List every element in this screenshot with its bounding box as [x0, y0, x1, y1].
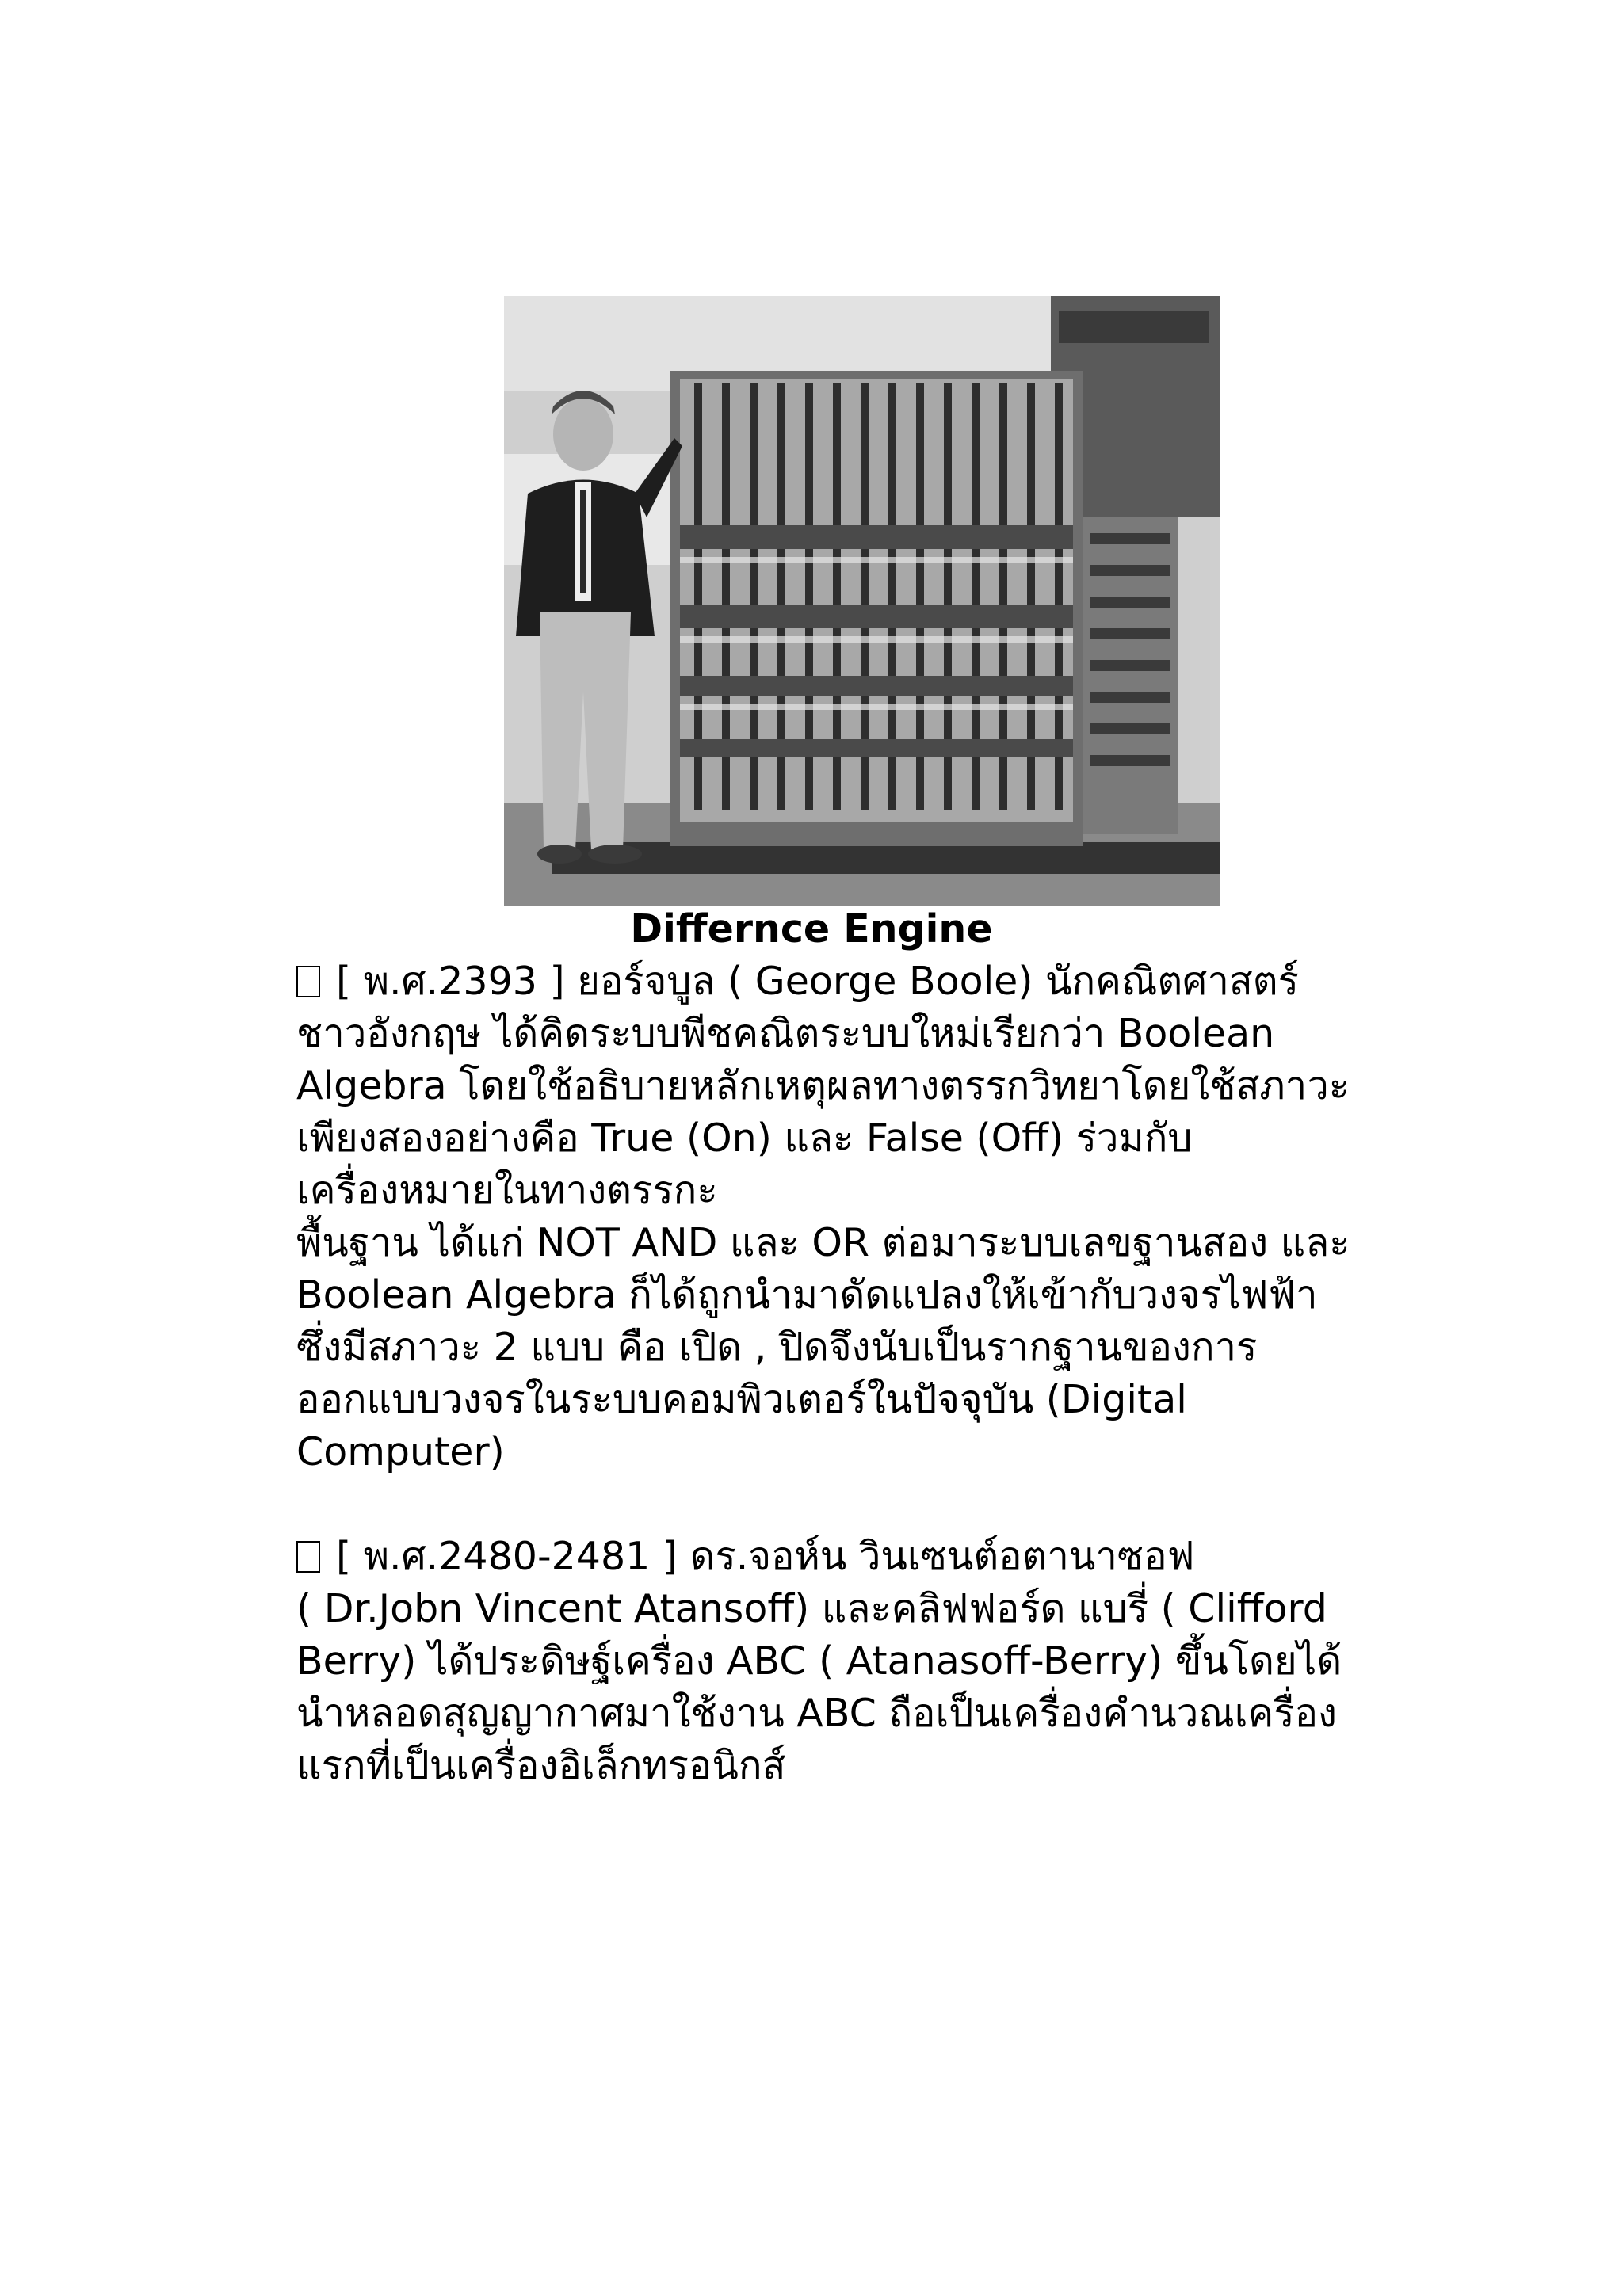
text-line: ชาวอังกฤษ ได้คิดระบบพีชคณิตระบบใหม่เรียกว่า Boolean — [296, 1011, 1275, 1056]
text-line: [ พ.ศ.2480-2481 ] ดร.จอห์น วินเซนต์อตานาซอฟ — [296, 1531, 1438, 1583]
paragraph-atanasoff — [296, 1531, 1438, 1792]
text-line: เครื่องหมายในทางตรรกะ — [296, 1168, 718, 1213]
paragraph-george-boole — [296, 955, 1438, 1478]
text-line: นำหลอดสุญญากาศมาใช้งาน ABC ถือเป็นเครื่องคำนวณเครื่อง — [296, 1691, 1337, 1736]
photo-caption: Differnce Engine — [630, 906, 993, 952]
text-line: ซึ่งมีสภาวะ 2 แบบ คือ เปิด , ปิดจึงนับเป็นรากฐานของการ — [296, 1325, 1258, 1370]
text-line: Algebra โดยใช้อธิบายหลักเหตุผลทางตรรกวิทยาโดยใช้สภาวะ — [296, 1063, 1350, 1108]
text-line: Berry) ได้ประดิษฐ์เครื่อง ABC ( Atanasoff-Berry) ขึ้นโดยได้ — [296, 1638, 1342, 1684]
text-line: Boolean Algebra ก็ได้ถูกนำมาดัดแปลงให้เข้ากับวงจรไฟฟ้า — [296, 1272, 1318, 1318]
missing-glyph-box-icon — [296, 1541, 320, 1573]
text-line: [ พ.ศ.2393 ] ยอร์จบูล ( George Boole) นักคณิตศาสตร์ — [296, 955, 1438, 1008]
text-line: แรกที่เป็นเครื่องอิเล็กทรอนิกส์ — [296, 1743, 786, 1788]
article-body — [296, 955, 1438, 1792]
text-line: ( Dr.Jobn Vincent Atansoff) และคลิฟฟอร์ด แบรี่ ( Clifford — [296, 1586, 1327, 1631]
text-line: เพียงสองอย่างคือ True (On) และ False (Off) ร่วมกับ — [296, 1116, 1193, 1161]
paragraph-spacer — [296, 1478, 1438, 1531]
difference-engine-photo — [504, 296, 1220, 906]
text-line: พื้นฐาน ได้แก่ NOT AND และ OR ต่อมาระบบเลขฐานสอง และ — [296, 1220, 1350, 1265]
text-line: Computer) — [296, 1429, 505, 1474]
text-line: ออกแบบวงจรในระบบคอมพิวเตอร์ในปัจจุบัน (Digital — [296, 1377, 1187, 1422]
missing-glyph-box-icon — [296, 966, 320, 997]
